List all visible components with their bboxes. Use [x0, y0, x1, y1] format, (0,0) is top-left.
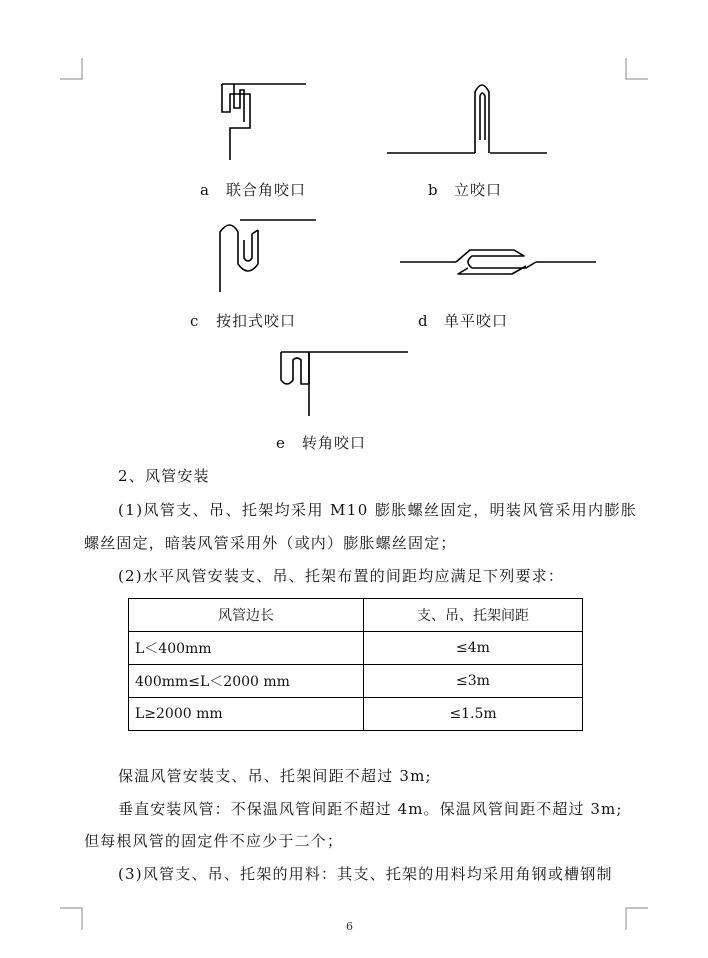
figure-letter: a: [200, 181, 210, 199]
after-table-line-2: 垂直安装风管：不保温风管间距不超过 4m。保温风管间距不超过 3m;: [118, 800, 623, 818]
figure-name: 联合角咬口: [226, 181, 307, 199]
crop-mark-bottom-left: [60, 906, 84, 930]
after-table-line-3: 但每根风管的固定件不应少于二个；: [84, 832, 344, 850]
crop-mark-top-left: [60, 58, 84, 82]
table-cell: ≤3m: [364, 665, 583, 698]
figure-letter: e: [276, 434, 286, 452]
seam-diagram-c: [210, 212, 320, 296]
paragraph-2: (2)水平风管安装支、吊、托架布置的间距均应满足下列要求：: [118, 567, 565, 585]
seam-diagram-a: [210, 72, 310, 164]
table-cell: 400mm≤L＜2000 mm: [129, 665, 364, 698]
table-row: [129, 698, 583, 731]
figure-letter: c: [190, 312, 200, 330]
figure-letter: b: [428, 181, 439, 199]
figure-name: 立咬口: [454, 181, 503, 199]
page-number: 6: [346, 920, 353, 933]
table-header-cell: 风管边长: [129, 599, 364, 632]
figure-name: 转角咬口: [302, 434, 367, 452]
figure-caption-b: [428, 179, 502, 200]
crop-mark-bottom-right: [624, 906, 648, 930]
table-cell: ≤1.5m: [364, 698, 583, 731]
seam-diagram-b: [385, 78, 550, 158]
figure-caption-e: [276, 432, 366, 453]
figure-caption-d: [418, 310, 508, 331]
figure-caption-a: [200, 179, 306, 200]
table-row: [129, 665, 583, 698]
support-spacing-table: [128, 598, 583, 731]
table-row: [129, 632, 583, 665]
figure-name: 单平咬口: [444, 312, 509, 330]
figure-caption-c: [190, 310, 296, 331]
paragraph-1-line-2: 螺丝固定，暗装风管采用外（或内）膨胀螺丝固定；: [84, 534, 457, 552]
seam-diagram-e: [275, 346, 411, 420]
figure-name: 按扣式咬口: [216, 312, 297, 330]
seam-diagram-d: [398, 238, 598, 284]
crop-mark-top-right: [624, 58, 648, 82]
after-table-line-1: 保温风管安装支、吊、托架间距不超过 3m;: [118, 767, 432, 785]
table-cell: ≤4m: [364, 632, 583, 665]
section-title: 2、风管安装: [118, 467, 210, 485]
table-header-cell: 支、吊、托架间距: [364, 599, 583, 632]
paragraph-1-line-1: (1)风管支、吊、托架均采用 M10 膨胀螺丝固定，明装风管采用内膨胀: [118, 501, 638, 519]
figure-letter: d: [418, 312, 429, 330]
after-table-line-4: (3)风管支、吊、托架的用料：其支、托架的用料均采用角钢或槽钢制: [118, 865, 613, 883]
table-cell: L＜400mm: [129, 632, 364, 665]
table-header-row: [129, 599, 583, 632]
table-cell: L≥2000 mm: [129, 698, 364, 731]
